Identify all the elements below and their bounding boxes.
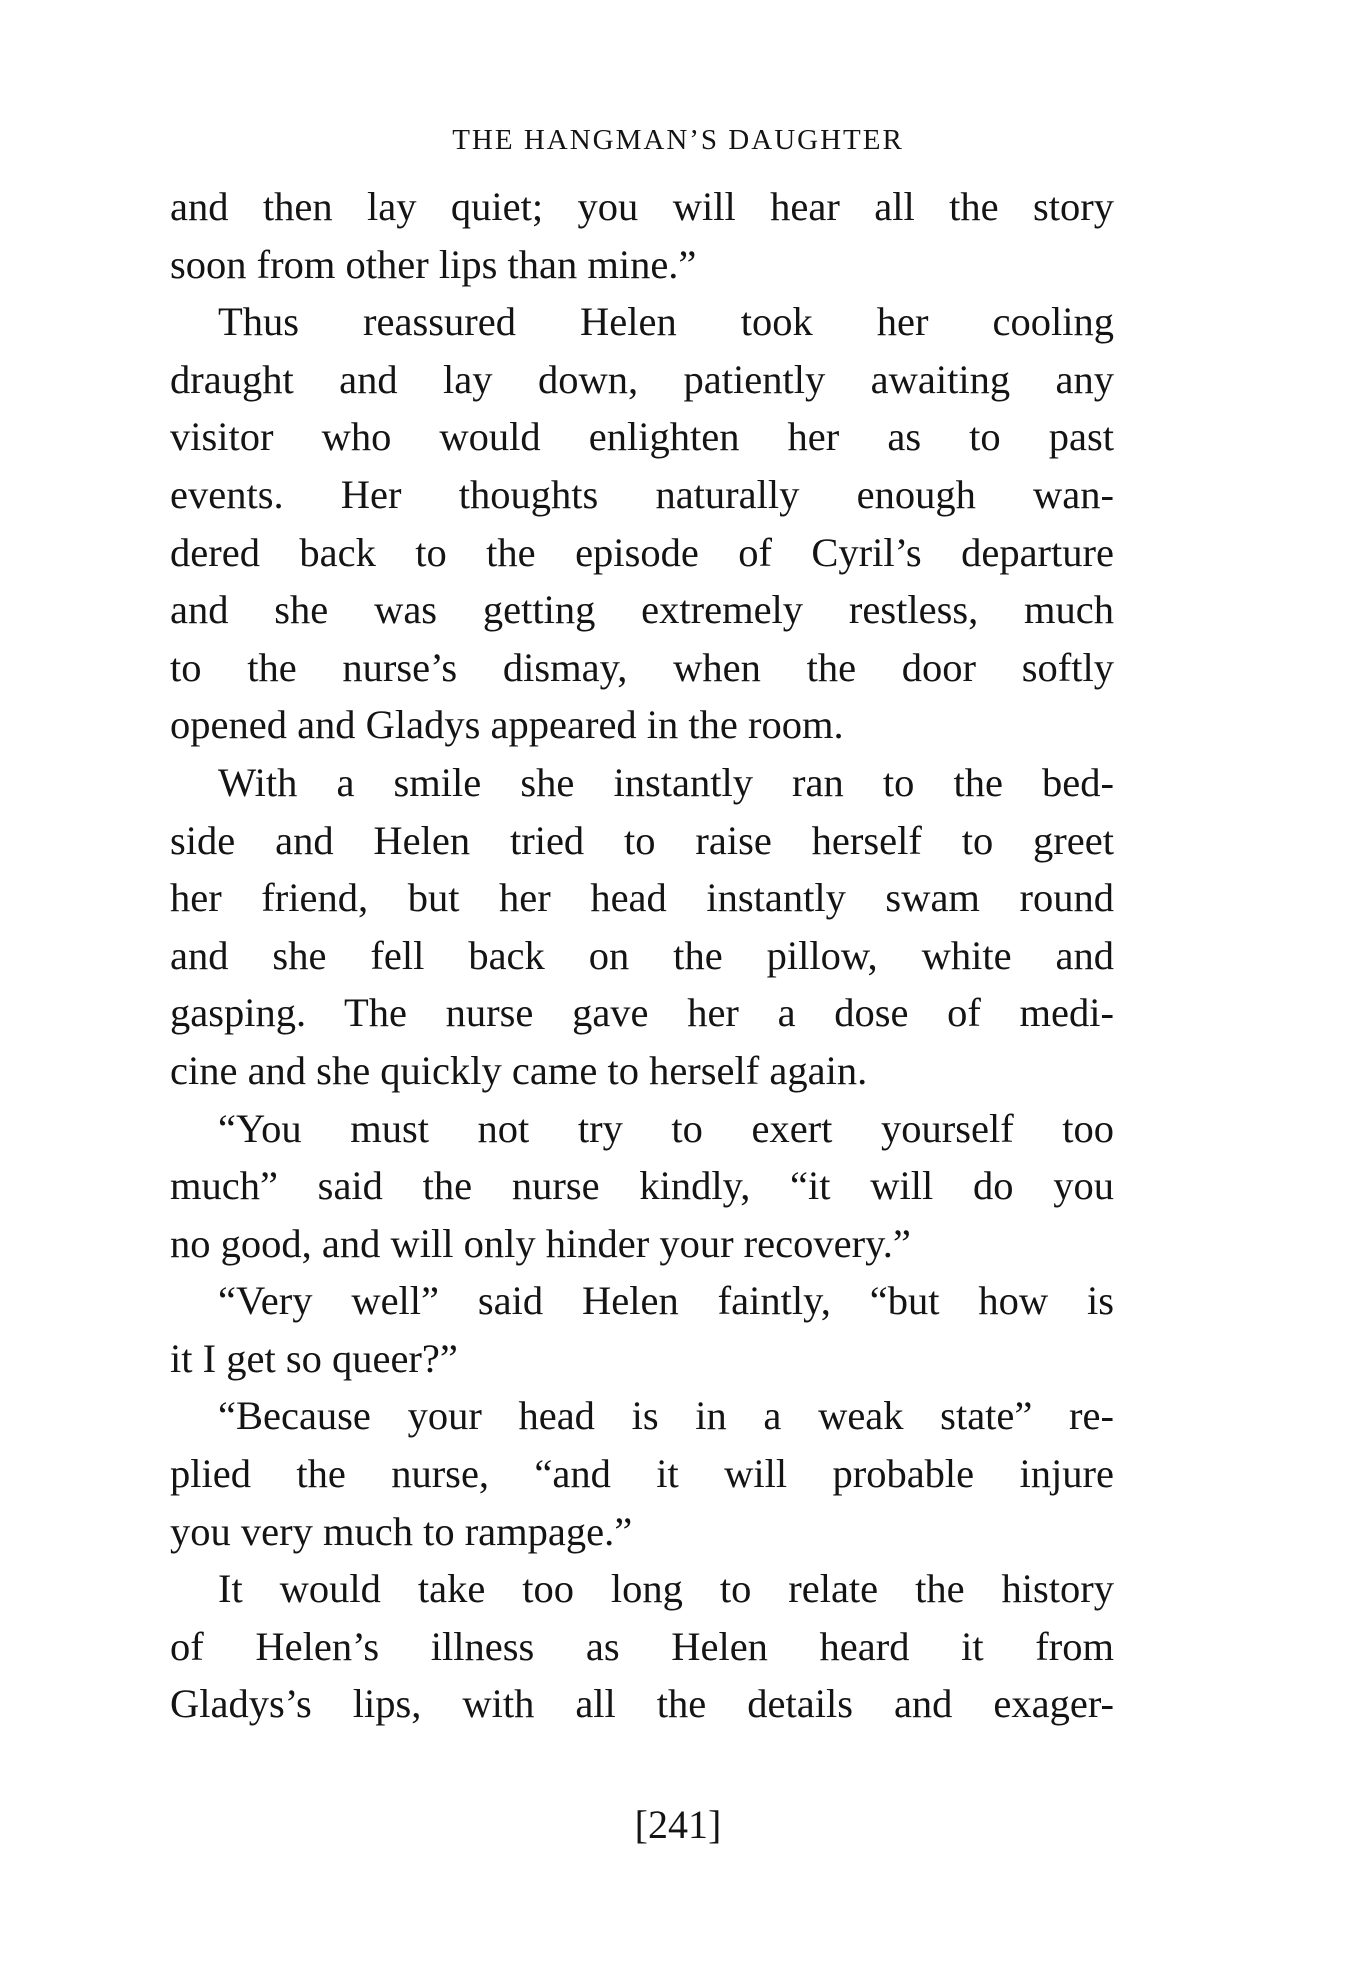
text-line: no good, and will only hinder your recovery.” (170, 1220, 911, 1266)
text-line: soon from other lips than mine.” (170, 241, 697, 287)
text-line: “Because your head is in a weak state” re- (218, 1393, 1114, 1439)
text-line: “Very well” said Helen faintly, “but how is (218, 1278, 1114, 1324)
text-line: It would take too long to relate the history (218, 1566, 1114, 1612)
page-number: [241] (634, 1802, 722, 1847)
text-line: and she fell back on the pillow, white and (170, 932, 1114, 978)
text-line: opened and Gladys appeared in the room. (170, 702, 844, 748)
text-line: events. Her thoughts naturally enough wan- (170, 471, 1114, 517)
text-line: side and Helen tried to raise herself to greet (170, 817, 1114, 863)
text-line: you very much to rampage.” (170, 1508, 633, 1554)
text-line: her friend, but her head instantly swam round (170, 875, 1114, 921)
text-line: to the nurse’s dismay, when the door softly (170, 644, 1114, 690)
text-line: visitor who would enlighten her as to past (170, 414, 1114, 460)
text-line: “You must not try to exert yourself too (218, 1105, 1114, 1151)
text-line: it I get so queer?” (170, 1335, 458, 1381)
text-line: With a smile she instantly ran to the bed- (218, 759, 1114, 805)
text-line: gasping. The nurse gave her a dose of medi- (170, 990, 1114, 1036)
body-text (170, 178, 1114, 1733)
running-head: THE HANGMAN’S DAUGHTER (452, 124, 904, 156)
text-line: Gladys’s lips, with all the details and exager- (170, 1681, 1114, 1727)
text-line: dered back to the episode of Cyril’s departure (170, 529, 1114, 575)
text-line: much” said the nurse kindly, “it will do you (170, 1163, 1114, 1209)
text-line: and she was getting extremely restless, much (170, 587, 1114, 633)
text-line: cine and she quickly came to herself again. (170, 1047, 868, 1093)
text-line: plied the nurse, “and it will probable injure (170, 1451, 1114, 1497)
text-line: draught and lay down, patiently awaiting any (170, 356, 1114, 402)
text-line: and then lay quiet; you will hear all the story (170, 184, 1114, 229)
text-line: Thus reassured Helen took her cooling (218, 299, 1114, 345)
text-line: of Helen’s illness as Helen heard it from (170, 1623, 1114, 1669)
